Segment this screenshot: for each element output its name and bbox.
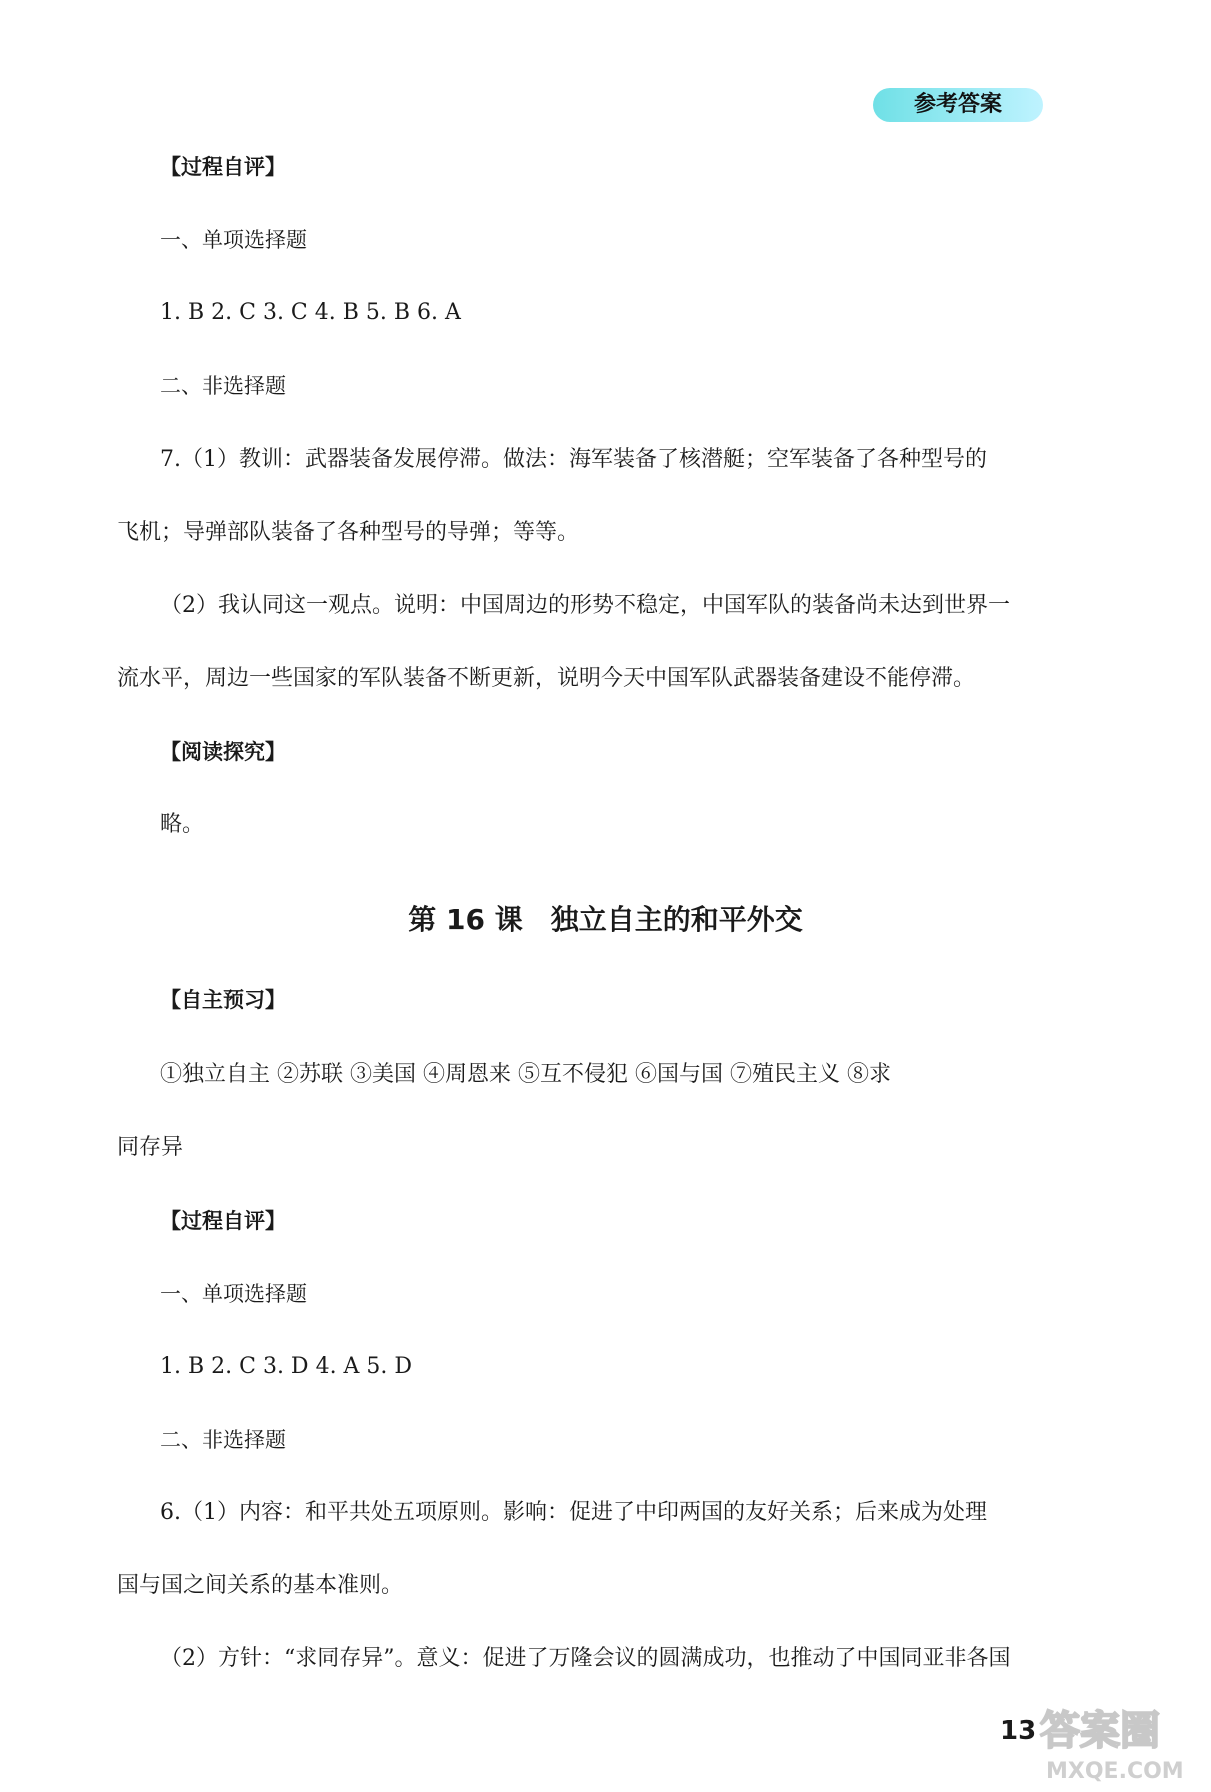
section-heading-reading: 【阅读探究】 <box>160 740 286 764</box>
question-6-line-1: 6.（1）内容：和平共处五项原则。影响：促进了中印两国的友好关系；后来成为处理 <box>160 1500 987 1525</box>
section-heading-process-review-2: 【过程自评】 <box>160 1209 286 1233</box>
watermark-text-bottom: MXQE.COM <box>1046 1759 1184 1784</box>
preview-answers-line-1: ①独立自主 ②苏联 ③美国 ④周恩来 ⑤互不侵犯 ⑥国与国 ⑦殖民主义 ⑧求 <box>160 1062 891 1087</box>
question-7-line-1: 7.（1）教训：武器装备发展停滞。做法：海军装备了核潜艇；空军装备了各种型号的 <box>160 447 987 472</box>
question-6-2-line-1: （2）方针：“求同存异”。意义：促进了万隆会议的圆满成功，也推动了中国同亚非各国 <box>160 1646 1011 1671</box>
section-heading-process-review: 【过程自评】 <box>160 155 286 179</box>
reading-answer: 略。 <box>160 812 205 837</box>
section-heading-preview: 【自主预习】 <box>160 988 286 1012</box>
question-7-2-line-2: 流水平，周边一些国家的军队装备不断更新，说明今天中国军队武器装备建设不能停滞。 <box>117 666 976 691</box>
question-7-2-line-1: （2）我认同这一观点。说明：中国周边的形势不稳定，中国军队的装备尚未达到世界一 <box>160 593 1010 618</box>
subheading-single-choice-2: 一、单项选择题 <box>160 1282 307 1306</box>
lesson-title: 第 16 课 独立自主的和平外交 <box>408 903 803 936</box>
page-number: 13 <box>1000 1716 1037 1746</box>
subheading-single-choice: 一、单项选择题 <box>160 228 307 252</box>
watermark-text-top: 答案圈 <box>1040 1708 1160 1754</box>
preview-answers-line-2: 同存异 <box>117 1135 184 1160</box>
subheading-non-choice-2: 二、非选择题 <box>160 1428 286 1452</box>
subheading-non-choice: 二、非选择题 <box>160 374 286 398</box>
answers-single-choice: 1. B 2. C 3. C 4. B 5. B 6. A <box>160 300 461 325</box>
watermark-logo <box>1032 1700 1202 1785</box>
answer-key-badge: 参考答案 <box>873 88 1043 122</box>
answers-single-choice-2: 1. B 2. C 3. D 4. A 5. D <box>160 1354 413 1379</box>
question-6-line-2: 国与国之间关系的基本准则。 <box>117 1573 404 1598</box>
question-7-line-2: 飞机；导弹部队装备了各种型号的导弹；等等。 <box>117 520 580 545</box>
